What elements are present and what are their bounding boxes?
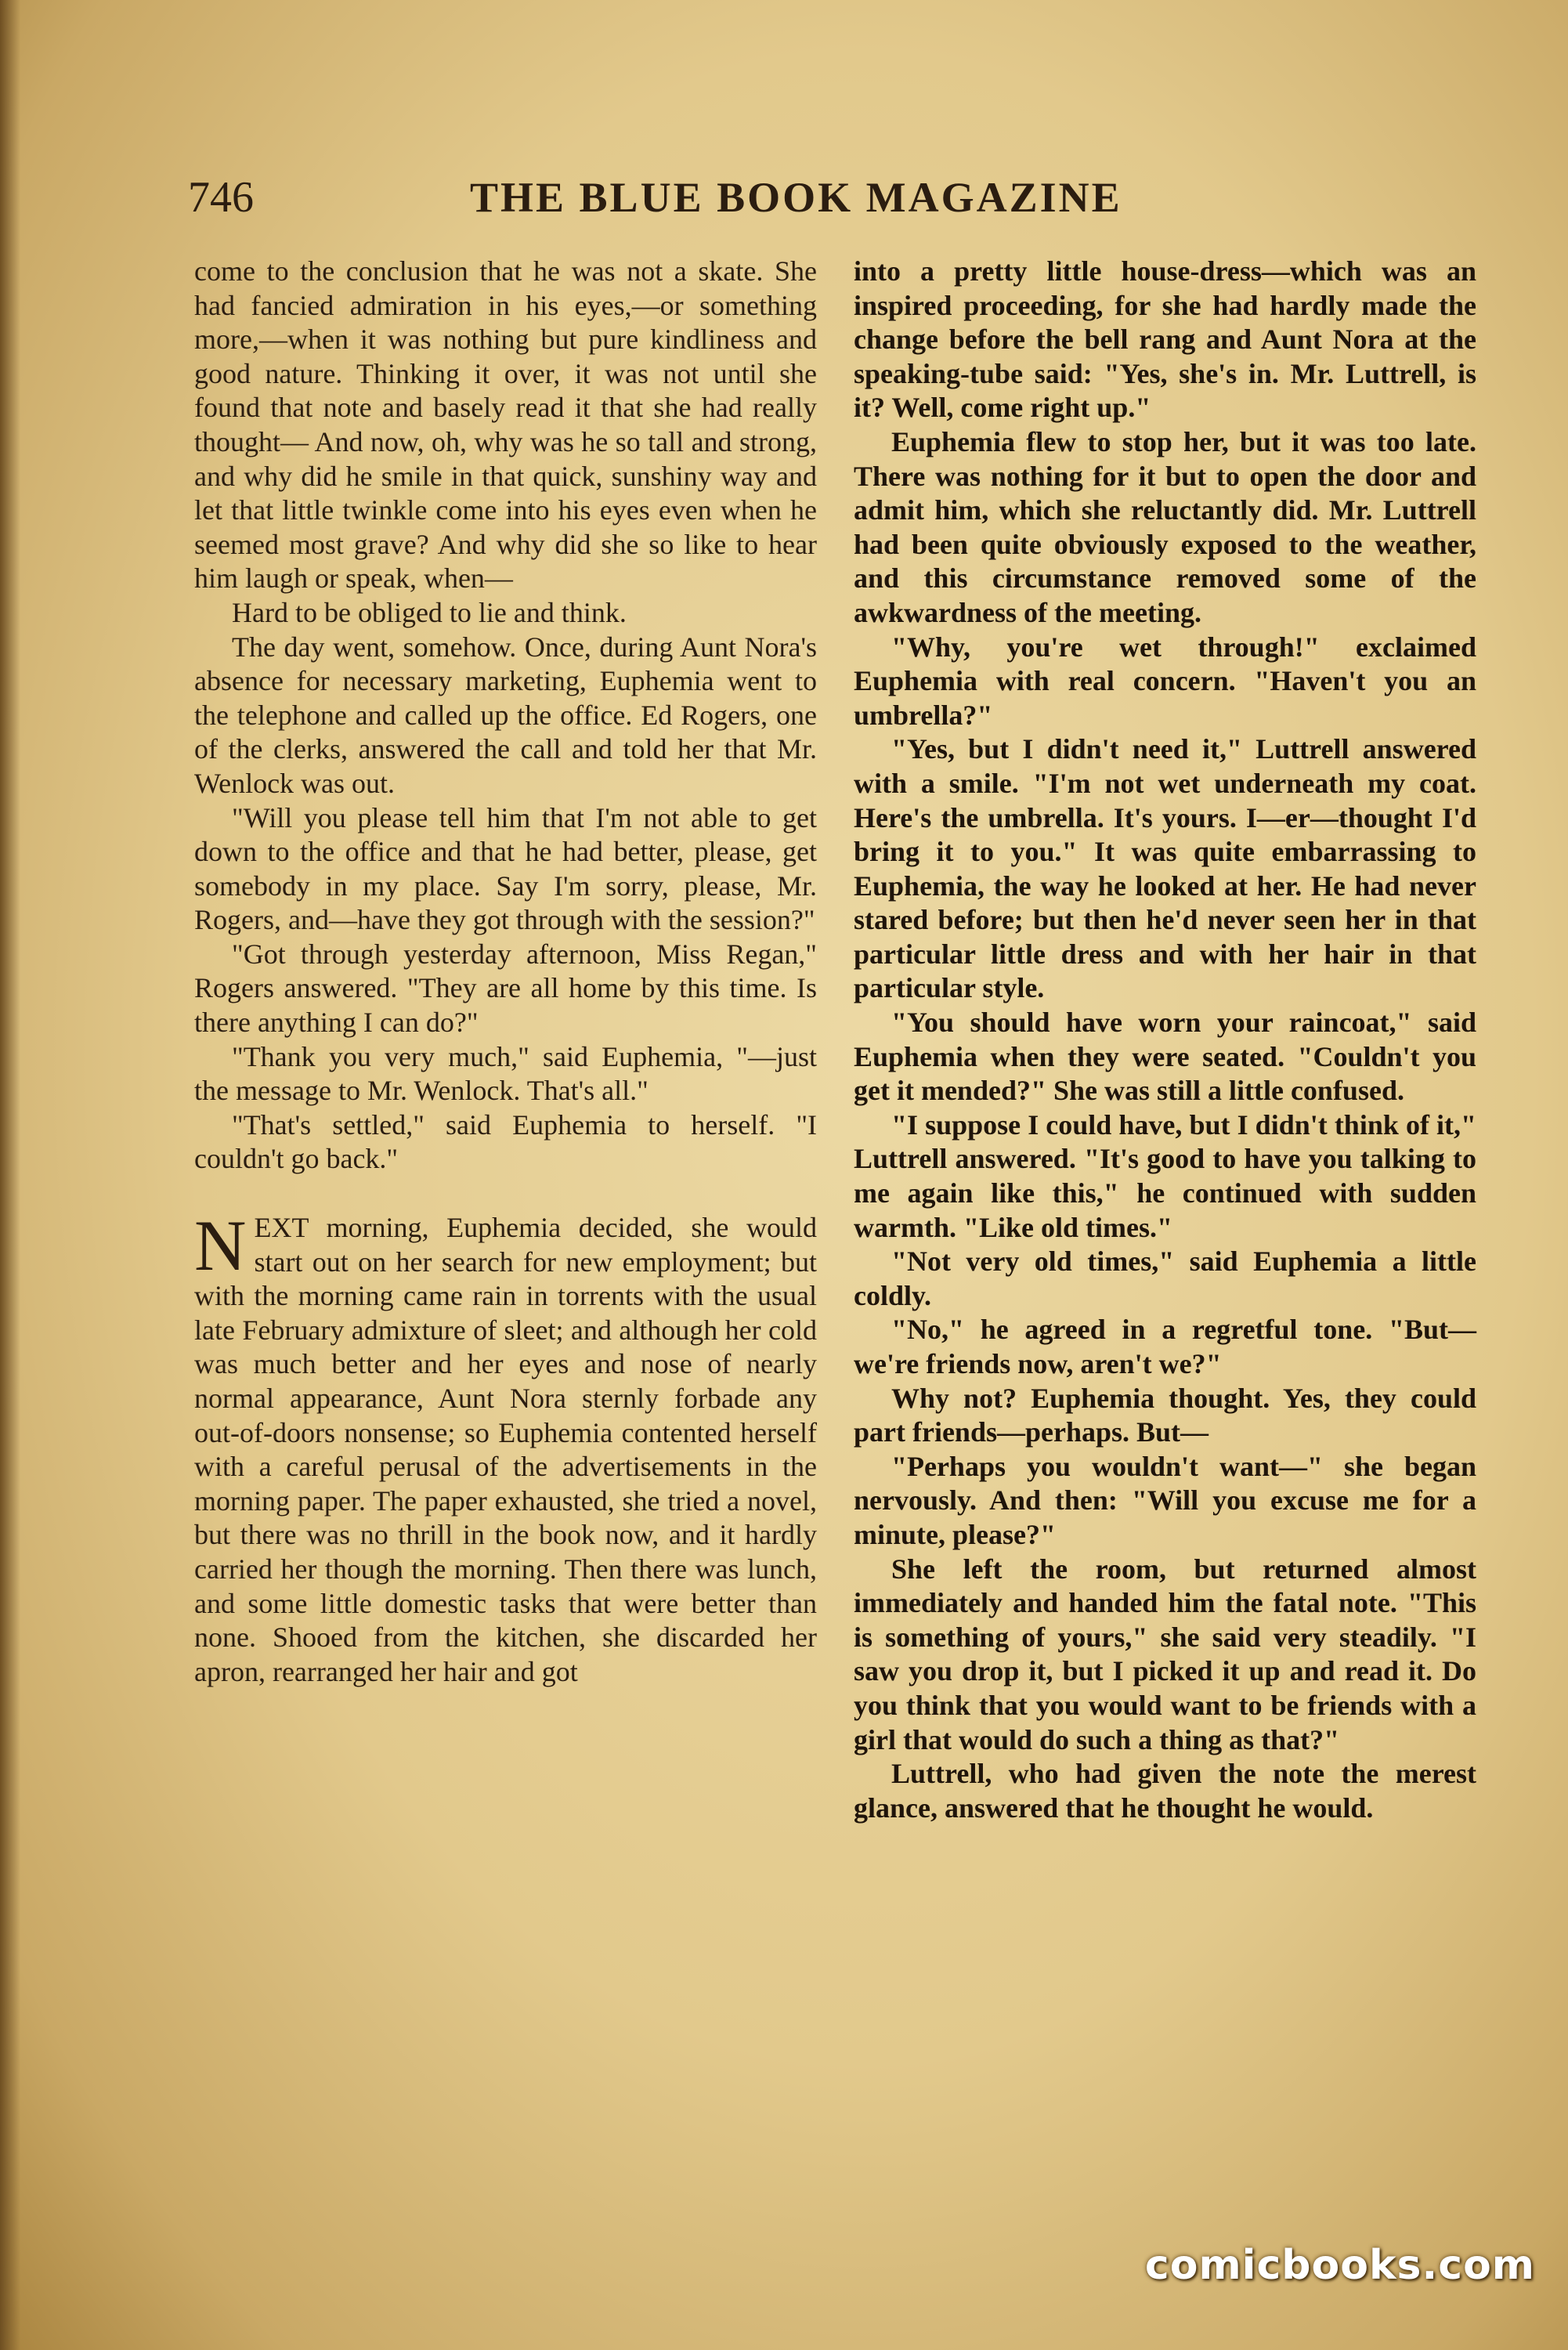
- paragraph: "Got through yesterday afternoon, Miss Regan," Rogers answered. "They are all home by this time. Is there anything I can do?": [194, 938, 817, 1039]
- paragraph: "Thank you very much," said Euphemia, "—just the message to Mr. Wenlock. That's all.": [194, 1040, 817, 1107]
- paragraph: "Why, you're wet through!" exclaimed Euphemia with real concern. "Haven't you an umbrella?": [854, 631, 1476, 731]
- right-column: [854, 255, 1476, 1825]
- paragraph: "Will you please tell him that I'm not able to get down to the office and that he had better, please, get somebody in my place. Say I'm sorry, please, Mr. Rogers, and—have they got through with the session?": [194, 801, 817, 936]
- paragraph: Hard to be obliged to lie and think.: [232, 596, 627, 628]
- page-header: [188, 166, 1410, 229]
- drop-cap: N: [194, 1206, 247, 1286]
- left-column: [194, 255, 817, 1689]
- paragraph: Luttrell, who had given the note the merest glance, answered that he thought he would.: [854, 1758, 1476, 1824]
- page-edge-shadow: [0, 0, 20, 2350]
- paragraph: Why not? Euphemia thought. Yes, they could part friends—perhaps. But—: [854, 1382, 1476, 1448]
- paragraph-text: EXT morning, Euphemia decided, she would start out on her search for new employment; but with the morning came rain in torrents with the usual late February admixture of sleet; and although her cold was much better and her eyes and nose of nearly normal appearance, Aunt Nora sternly forbade any out-of-doors nonsense; so Euphemia contented herself with a careful perusal of the advertisements in the morning paper. The paper exhausted, she tried a novel, but there was no thrill in the book now, and it hardly carried her though the morning. Then there was lunch, and some little domestic tasks that were better than none. Shooed from the kitchen, she discarded her apron, rearranged her hair and got: [194, 1212, 817, 1687]
- paragraph: "That's settled," said Euphemia to herself. "I couldn't go back.": [194, 1108, 817, 1175]
- paragraph: Euphemia flew to stop her, but it was too late. There was nothing for it but to open the door and admit him, which she reluctantly did. Mr. Luttrell had been quite obviously exposed to the weather, and this circumstance removed some of the awkwardness of the meeting.: [854, 425, 1476, 628]
- paragraph: "No," he agreed in a regretful tone. "But—we're friends now, aren't we?": [854, 1314, 1476, 1379]
- running-title: THE BLUE BOOK MAGAZINE: [470, 174, 1122, 221]
- paragraph: "Not very old times," said Euphemia a little coldly.: [854, 1246, 1476, 1311]
- section-paragraph: [194, 1206, 817, 1689]
- paragraph: "Yes, but I didn't need it," Luttrell answered with a smile. "I'm not wet underneath my coat. Here's the umbrella. It's yours. I—er—thought I'd bring it to you." It was quite embarrassing to Euphemia, the way he looked at her. He had never stared before; but then he'd never seen her in that particular little dress and with her hair in that particular style.: [854, 733, 1476, 1004]
- paragraph: come to the conclusion that he was not a skate. She had fancied admiration in his eyes,—or something more,—when it was nothing but pure kindliness and good nature. Thinking it over, it was not until she found that note and basely read it that she had really thought— And now, oh, why was he so tall and strong, and why did he smile in that quick, sunshiny way and let that little twinkle come into his eyes even when he seemed most grave? And why did she so like to hear him laugh or speak, when—: [194, 255, 817, 595]
- paragraph: She left the room, but returned almost immediately and handed him the fatal note. "This is something of yours," she said very steadily. "I saw you drop it, but I picked it up and read it. Do you think that you would want to be friends with a girl that would do such a thing as that?": [854, 1553, 1476, 1755]
- paragraph: "Perhaps you wouldn't want—" she began nervously. And then: "Will you excuse me for a minute, please?": [854, 1450, 1476, 1550]
- paragraph: The day went, somehow. Once, during Aunt Nora's absence for necessary marketing, Euphemia went to the telephone and called up the office. Ed Rogers, one of the clerks, answered the call and told her that Mr. Wenlock was out.: [194, 631, 817, 799]
- watermark: comicbooks.com: [1144, 2242, 1535, 2289]
- paragraph: into a pretty little house-dress—which was an inspired proceeding, for she had hardly made the change before the bell rang and Aunt Nora at the speaking-tube said: "Yes, she's in. Mr. Luttrell, is it? Well, come right up.": [854, 255, 1476, 424]
- page-number: 746: [188, 173, 254, 222]
- paragraph: "You should have worn your raincoat," said Euphemia when they were seated. "Couldn't you get it mended?" She was still a little confused.: [854, 1007, 1476, 1107]
- paragraph: "I suppose I could have, but I didn't think of it," Luttrell answered. "It's good to have you talking to me again like this," he continued with sudden warmth. "Like old times.": [854, 1108, 1476, 1243]
